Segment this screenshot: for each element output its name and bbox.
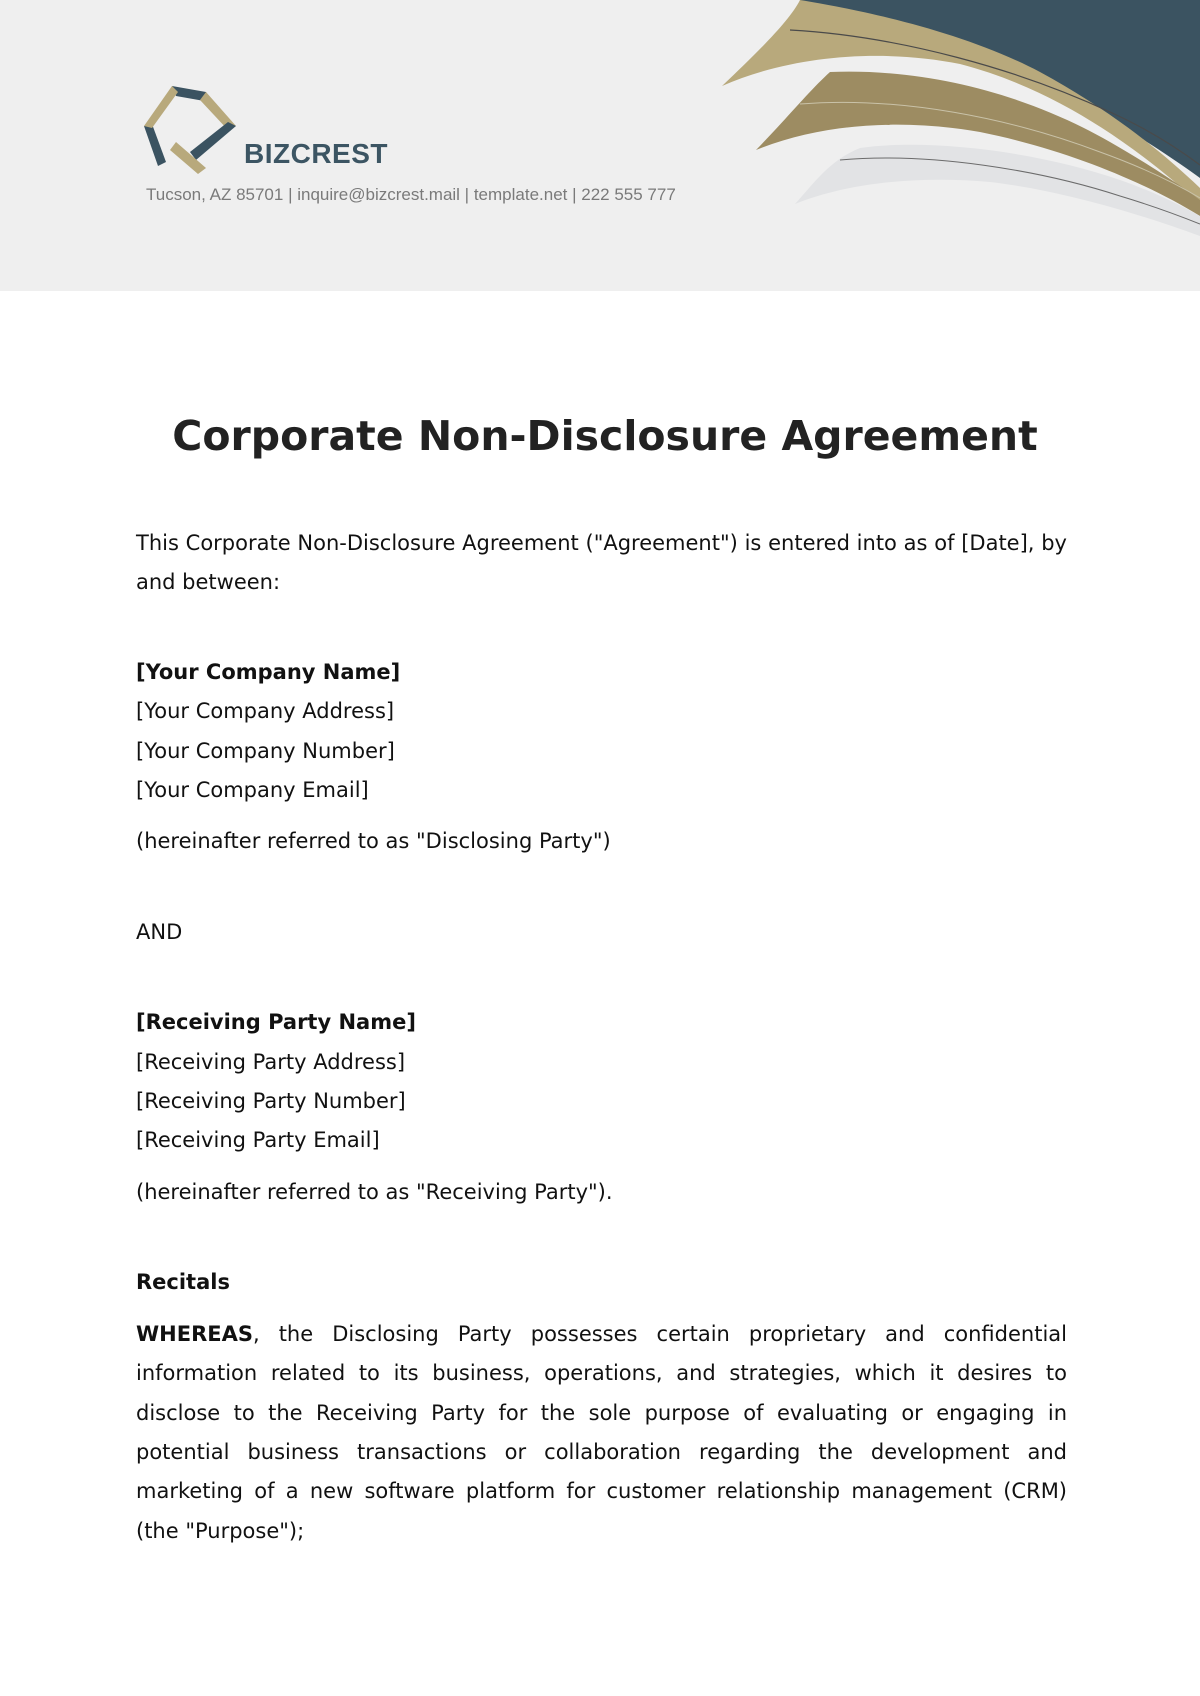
disclosing-party-referred-as: (hereinafter referred to as "Disclosing Party") [136, 829, 611, 854]
letterhead [0, 0, 1200, 291]
contact-info: Tucson, AZ 85701 | inquire@bizcrest.mail | template.net | 222 555 777 [146, 185, 676, 204]
bizcrest-logo-icon [140, 82, 240, 176]
whereas-paragraph [136, 1315, 1067, 1551]
disclosing-party-number: [Your Company Number] [136, 738, 395, 763]
receiving-party-address: [Receiving Party Address] [136, 1049, 406, 1074]
receiving-party-name: [Receiving Party Name] [136, 1010, 416, 1035]
disclosing-party-name: [Your Company Name] [136, 659, 401, 684]
disclosing-party-block [136, 653, 1067, 862]
brand-name: BIZCREST [244, 138, 388, 169]
disclosing-party-address: [Your Company Address] [136, 699, 395, 724]
disclosing-party-email: [Your Company Email] [136, 778, 369, 803]
document-title: Corporate Non-Disclosure Agreement [172, 412, 1038, 460]
receiving-party-number: [Receiving Party Number] [136, 1089, 406, 1114]
intro-paragraph: This Corporate Non-Disclosure Agreement ("Agreement") is entered into as of [Date], by and between: [136, 531, 1067, 595]
whereas-label: WHEREAS [136, 1321, 253, 1346]
receiving-party-email: [Receiving Party Email] [136, 1128, 380, 1153]
document-body [136, 524, 1067, 1551]
receiving-party-block [136, 1003, 1067, 1212]
recitals-heading: Recitals [136, 1270, 230, 1295]
receiving-party-referred-as: (hereinafter referred to as "Receiving Party"). [136, 1179, 613, 1204]
whereas-text: , the Disclosing Party possesses certain proprietary and confidential information related to its business, operations, and strategies, which it desires to disclose to the Receiving Party for the sole purpose of evaluating or engaging in potential business transactions or collaboration regarding the development and marketing of a new software platform for customer relationship management (CRM) (the "Purpose"); [136, 1321, 1067, 1543]
and-separator: AND [136, 919, 183, 944]
